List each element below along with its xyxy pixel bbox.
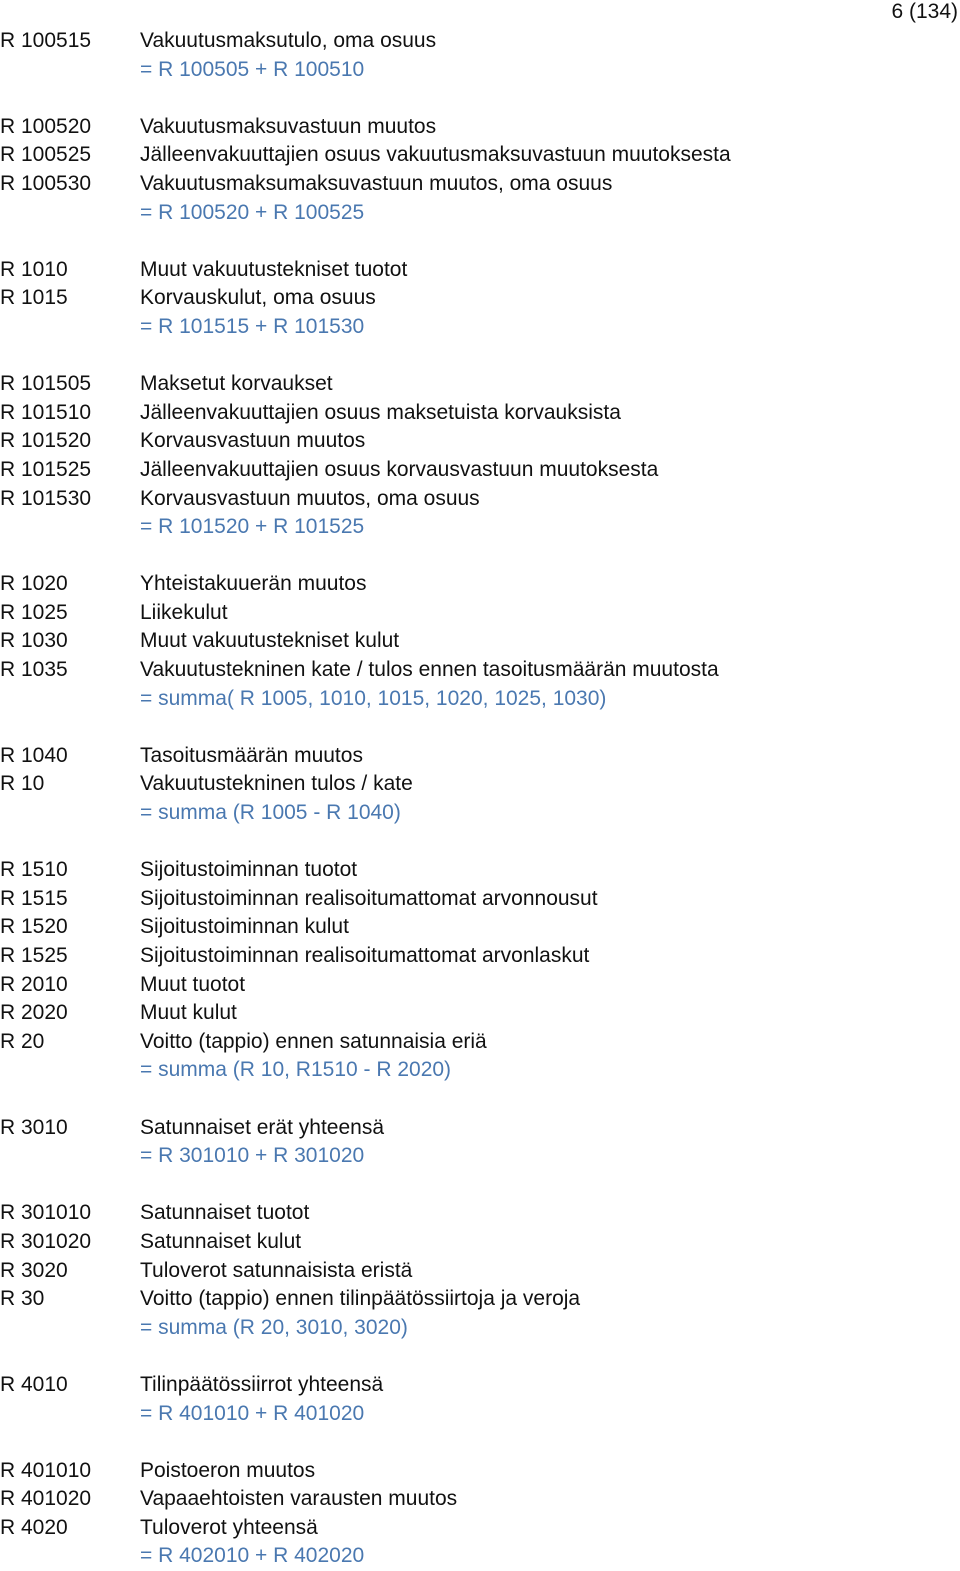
group-spacer <box>0 1342 960 1371</box>
account-row <box>0 570 960 599</box>
account-description: Poistoeron muutos <box>140 1458 316 1482</box>
account-code: R 301020 <box>0 1229 92 1253</box>
formula-text: = R 301010 + R 301020 <box>140 1144 365 1168</box>
account-code: R 100515 <box>0 29 92 52</box>
formula-row <box>0 56 960 85</box>
account-list <box>0 27 960 1571</box>
account-code: R 2010 <box>0 972 68 996</box>
account-description: Satunnaiset erät yhteensä <box>140 1115 385 1139</box>
account-description: Muut tuotot <box>140 972 246 996</box>
account-description: Jälleenvakuuttajien osuus maksetuista korvauksista <box>140 400 621 424</box>
account-code: R 3010 <box>0 1115 68 1139</box>
account-code: R 401010 <box>0 1458 92 1482</box>
account-row <box>0 27 960 56</box>
formula-text: = summa (R 10, R1510 - R 2020) <box>140 1058 452 1082</box>
account-row <box>0 1114 960 1143</box>
account-code: R 1515 <box>0 886 68 910</box>
account-description: Tasoitusmäärän muutos <box>140 743 363 767</box>
group-spacer <box>0 1085 960 1114</box>
account-code: R 4020 <box>0 1515 68 1539</box>
group-spacer <box>0 84 960 113</box>
formula-row <box>0 513 960 542</box>
account-code: R 101530 <box>0 486 92 510</box>
account-description: Sijoitustoiminnan kulut <box>140 915 349 939</box>
account-row <box>0 1228 960 1257</box>
group-spacer <box>0 227 960 256</box>
account-code: R 1015 <box>0 286 68 310</box>
group-spacer <box>0 542 960 571</box>
account-description: Yhteistakuuerän muutos <box>140 572 367 596</box>
account-row <box>0 856 960 885</box>
account-code: R 1040 <box>0 743 68 767</box>
account-row <box>0 885 960 914</box>
account-row <box>0 656 960 685</box>
account-code: R 1010 <box>0 257 68 281</box>
formula-text: = R 101520 + R 101525 <box>140 515 365 539</box>
account-row <box>0 1285 960 1314</box>
account-row <box>0 971 960 1000</box>
account-code: R 4010 <box>0 1372 68 1396</box>
account-description: Muut vakuutustekniset tuotot <box>140 257 408 281</box>
account-description: Voitto (tappio) ennen satunnaisia eriä <box>140 1029 487 1053</box>
formula-text: = summa (R 20, 3010, 3020) <box>140 1315 408 1339</box>
account-row <box>0 170 960 199</box>
group-spacer <box>0 828 960 857</box>
account-description: Tuloverot yhteensä <box>140 1515 318 1539</box>
account-description: Vapaaehtoisten varausten muutos <box>140 1487 458 1511</box>
account-row <box>0 456 960 485</box>
account-description: Tilinpäätössiirrot yhteensä <box>140 1372 384 1396</box>
account-description: Vakuutustekninen kate / tulos ennen tasoitusmäärän muutosta <box>140 658 719 682</box>
account-description: Vakuutusmaksuvastuun muutos <box>140 114 437 138</box>
account-description: Vakuutustekninen tulos / kate <box>140 772 413 796</box>
account-row <box>0 1514 960 1543</box>
account-code: R 301010 <box>0 1201 92 1225</box>
account-description: Vakuutusmaksutulo, oma osuus <box>140 29 437 52</box>
group-spacer <box>0 713 960 742</box>
account-description: Sijoitustoiminnan realisoitumattomat arvonlaskut <box>140 944 590 967</box>
group-spacer <box>0 1171 960 1200</box>
account-row <box>0 913 960 942</box>
account-description: Voitto (tappio) ennen tilinpäätössiirtoja ja veroja <box>140 1287 581 1311</box>
account-row <box>0 1371 960 1400</box>
account-row <box>0 1457 960 1486</box>
account-code: R 100520 <box>0 114 92 138</box>
account-code: R 10 <box>0 772 45 796</box>
account-row <box>0 113 960 142</box>
formula-text: = R 101515 + R 101530 <box>140 314 365 338</box>
account-code: R 100530 <box>0 171 92 195</box>
account-code: R 30 <box>0 1287 45 1311</box>
formula-row <box>0 1542 960 1571</box>
account-description: Muut kulut <box>140 1001 237 1025</box>
account-description: Korvausvastuun muutos <box>140 429 366 453</box>
account-code: R 1025 <box>0 600 68 624</box>
formula-row <box>0 685 960 714</box>
account-row <box>0 999 960 1028</box>
account-code: R 1525 <box>0 944 68 967</box>
account-description: Tuloverot satunnaisista eristä <box>140 1258 413 1282</box>
account-row <box>0 942 960 971</box>
account-code: R 1020 <box>0 572 68 596</box>
formula-row <box>0 1314 960 1343</box>
account-row <box>0 256 960 285</box>
account-code: R 3020 <box>0 1258 68 1282</box>
account-description: Vakuutusmaksumaksuvastuun muutos, oma osuus <box>140 171 613 195</box>
account-description: Satunnaiset tuotot <box>140 1201 310 1225</box>
account-description: Jälleenvakuuttajien osuus korvausvastuun muutoksesta <box>140 457 659 481</box>
formula-row <box>0 313 960 342</box>
account-code: R 101510 <box>0 400 92 424</box>
account-row <box>0 599 960 628</box>
formula-text: = summa (R 1005 - R 1040) <box>140 801 401 825</box>
account-description: Korvausvastuun muutos, oma osuus <box>140 486 480 510</box>
formula-text: = summa( R 1005, 1010, 1015, 1020, 1025, 1030) <box>140 686 607 710</box>
page-number: 6 (134) <box>891 0 958 23</box>
account-description: Liikekulut <box>140 600 228 624</box>
group-spacer <box>0 342 960 371</box>
account-description: Sijoitustoiminnan tuotot <box>140 858 358 882</box>
account-row <box>0 1485 960 1514</box>
account-description: Muut vakuutustekniset kulut <box>140 629 400 653</box>
account-row <box>0 627 960 656</box>
account-row <box>0 399 960 428</box>
account-row <box>0 427 960 456</box>
formula-text: = R 100520 + R 100525 <box>140 200 365 224</box>
account-row <box>0 141 960 170</box>
account-code: R 1520 <box>0 915 68 939</box>
formula-row <box>0 1400 960 1429</box>
account-code: R 101505 <box>0 372 92 396</box>
formula-text: = R 100505 + R 100510 <box>140 57 365 81</box>
formula-text: = R 401010 + R 401020 <box>140 1401 365 1425</box>
account-code: R 101525 <box>0 457 92 481</box>
account-row <box>0 370 960 399</box>
account-code: R 101520 <box>0 429 92 453</box>
account-row <box>0 770 960 799</box>
account-row <box>0 1199 960 1228</box>
account-code: R 20 <box>0 1029 45 1053</box>
account-description: Jälleenvakuuttajien osuus vakuutusmaksuvastuun muutoksesta <box>140 143 731 167</box>
formula-row <box>0 1056 960 1085</box>
account-description: Satunnaiset kulut <box>140 1229 302 1253</box>
account-code: R 1510 <box>0 858 68 882</box>
account-row <box>0 1257 960 1286</box>
formula-row <box>0 799 960 828</box>
account-row <box>0 284 960 313</box>
account-code: R 100525 <box>0 143 92 167</box>
account-description: Sijoitustoiminnan realisoitumattomat arvonnousut <box>140 886 598 910</box>
formula-text: = R 402010 + R 402020 <box>140 1544 365 1568</box>
account-row <box>0 1028 960 1057</box>
account-description: Korvauskulut, oma osuus <box>140 286 376 310</box>
group-spacer <box>0 1428 960 1457</box>
account-code: R 1035 <box>0 658 68 682</box>
formula-row <box>0 1142 960 1171</box>
formula-row <box>0 199 960 228</box>
account-row <box>0 742 960 771</box>
account-code: R 401020 <box>0 1487 92 1511</box>
account-code: R 2020 <box>0 1001 68 1025</box>
account-code: R 1030 <box>0 629 68 653</box>
account-description: Maksetut korvaukset <box>140 372 333 396</box>
account-row <box>0 485 960 514</box>
